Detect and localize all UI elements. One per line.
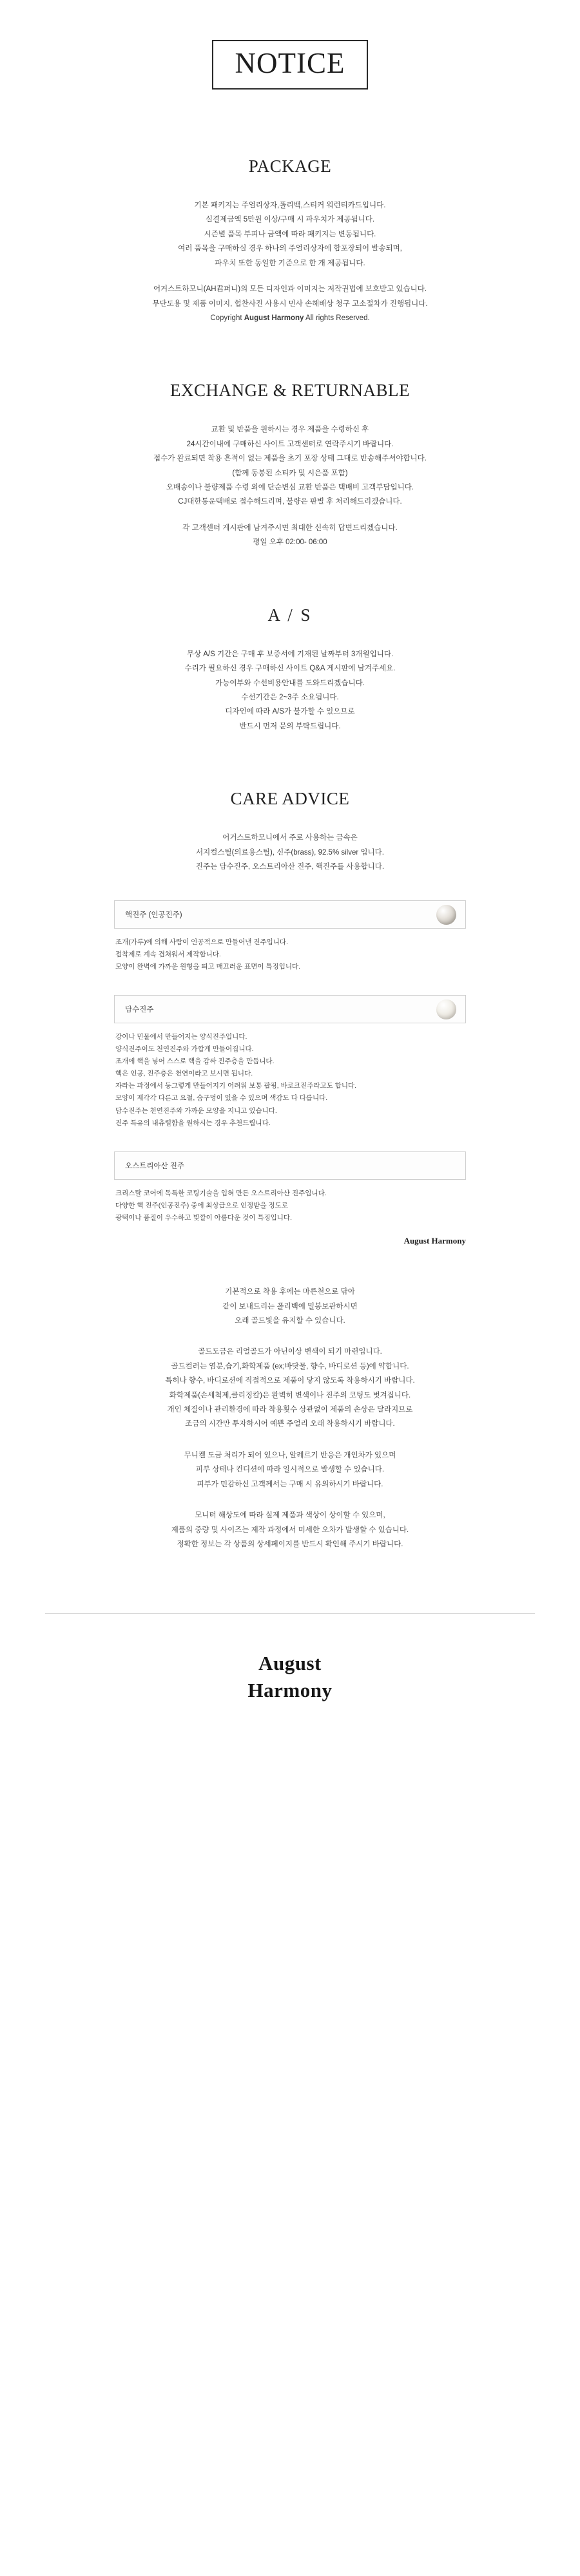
notice-header xyxy=(0,40,580,90)
package-line-2: 실결제금액 5만원 이상/구매 시 파우치가 제공됩니다. xyxy=(205,216,375,224)
care-intro xyxy=(0,831,580,874)
closing-block-4 xyxy=(0,1508,580,1551)
package-paragraph-2 xyxy=(0,282,580,325)
copyright-suffix: All rights Reserved. xyxy=(304,314,370,322)
pearl-card-label: 오스트리아산 진주 xyxy=(125,1162,185,1170)
footer-divider xyxy=(45,1613,535,1614)
pearl-austrian-line-3: 광택이나 품질이 우수하고 빛깔이 아름다운 것이 특징입니다. xyxy=(115,1213,292,1222)
pearl-core-line-1: 조개(가루)에 의해 사람이 인공적으로 만들어낸 진주입니다. xyxy=(115,938,288,946)
pearl-card-label: 담수진주 xyxy=(125,1005,154,1014)
exchange-line-3: 접수가 완료되면 착용 흔적이 없는 제품을 초기 포장 상태 그대로 반송해주셔야합니다. xyxy=(153,455,427,463)
copyright-line-2: 무단도용 및 제품 이미지, 협찬사진 사용시 민사 손해배상 청구 고소절차가 진행됩니다. xyxy=(152,299,428,308)
care-closing xyxy=(0,1285,580,1551)
pearl-freshwater-line-7: 담수진주는 천연진주와 가까운 모양을 지니고 있습니다. xyxy=(115,1106,277,1115)
package-line-4: 여러 품목을 구매하실 경우 하나의 주얼리상자에 합포장되어 발송되며, xyxy=(178,245,402,253)
closing-3-line-1: 무니켈 도금 처리가 되어 있으나, 알레르기 반응은 개인차가 있으며 xyxy=(184,1451,396,1459)
closing-3-line-3: 피부가 민감하신 고객께서는 구매 시 유의하시기 바랍니다. xyxy=(197,1480,383,1488)
pearl-austrian-line-1: 크리스탈 코어에 독특한 코팅기술을 입혀 만든 오스트리아산 진주입니다. xyxy=(115,1189,327,1197)
pearl-freshwater-line-1: 강이나 민물에서 만들어지는 양식진주입니다. xyxy=(115,1032,247,1041)
closing-2-line-1: 골드도금은 리얼골드가 아닌이상 변색이 되기 마련입니다. xyxy=(198,1348,382,1356)
exchange-line-1: 교환 및 반품을 원하시는 경우 제품을 수령하신 후 xyxy=(211,426,369,434)
care-intro-line-3: 진주는 담수진주, 오스트리아산 진주, 핵진주를 사용합니다. xyxy=(195,863,385,871)
pearl-austrian-line-2: 다양한 핵 진주(인공진주) 중에 최상급으로 인정받을 정도로 xyxy=(115,1201,288,1209)
as-line-2: 수리가 필요하신 경우 구매하신 사이트 Q&A 게시판에 남겨주세요. xyxy=(184,665,396,673)
pearl-card-core xyxy=(114,900,466,973)
exchange-paragraph-1 xyxy=(0,422,580,509)
pearl-freshwater-icon xyxy=(436,999,456,1019)
brand-logo-line-2: Harmony xyxy=(247,1678,333,1701)
closing-2-line-2: 골드컬러는 염분,습기,화학제품 (ex;바닷물, 향수, 바디로션 등)에 약합니다. xyxy=(171,1362,409,1370)
copyright-brand: August Harmony xyxy=(244,314,304,322)
pearl-card-list xyxy=(114,900,466,1247)
package-line-5: 파우치 또한 동일한 기준으로 한 개 제공됩니다. xyxy=(215,259,365,267)
as-line-3: 가능여부와 수선비용안내를 도와드리겠습니다. xyxy=(215,679,365,687)
exchange-hours-line-2: 평일 오후 02:00- 06:00 xyxy=(253,538,327,547)
closing-2-line-5: 개인 체질이나 관리환경에 따라 착용횟수 상관없이 제품의 손상은 달라지므로 xyxy=(167,1406,413,1414)
pearl-freshwater-line-8: 진주 특유의 내츄럴함을 원하시는 경우 추천드립니다. xyxy=(115,1119,271,1127)
exchange-line-4: (함께 동봉된 소티카 및 시은품 포함) xyxy=(232,469,348,477)
section-exchange xyxy=(0,381,580,549)
package-paragraph-1 xyxy=(0,198,580,270)
exchange-line-2: 24시간이내에 구매하신 사이트 고객센터로 연락주시기 바랍니다. xyxy=(186,440,394,448)
copyright-prefix: Copyright xyxy=(210,314,244,322)
brand-logo-line-1: August xyxy=(258,1652,322,1675)
pearl-card-header xyxy=(114,900,466,929)
exchange-line-6: CJ대한통운택배로 접수해드리며, 불량은 판별 후 처리해드리겠습니다. xyxy=(178,498,402,506)
as-line-4: 수선기간은 2~3주 소요됩니다. xyxy=(241,694,339,702)
package-line-1: 기본 패키지는 주얼리상자,폴리백,스티커 워런티카드입니다. xyxy=(194,202,386,209)
notice-title-box xyxy=(212,40,369,90)
as-line-1: 무상 A/S 기간은 구매 후 보증서에 기재된 날짜부터 3개월입니다. xyxy=(186,650,394,658)
closing-2-line-4: 화학제품(손세척제,클리징칼)은 완벽히 변색이나 진주의 코팅도 벗겨집니다. xyxy=(169,1391,411,1399)
pearl-card-austrian xyxy=(114,1151,466,1246)
pearl-card-freshwater xyxy=(114,995,466,1130)
pearl-card-header xyxy=(114,995,466,1023)
pearl-freshwater-line-3: 조개에 핵을 넣어 스스로 핵을 감싸 진주층을 만듭니다. xyxy=(115,1057,275,1066)
package-line-3: 시즌별 품목 부피나 금액에 따라 패키지는 변동됩니다. xyxy=(204,230,376,238)
pearl-freshwater-line-5: 자라는 과정에서 둥그렇게 만들어지기 어려워 보통 팝핑, 바로크진주라고도 합니다. xyxy=(115,1082,357,1090)
page-title: NOTICE xyxy=(235,47,345,79)
closing-3-line-2: 피부 상태나 컨디션에 따라 일시적으로 발생할 수 있습니다. xyxy=(195,1466,385,1474)
section-title-package: PACKAGE xyxy=(248,156,332,176)
exchange-paragraph-2 xyxy=(0,521,580,550)
closing-4-line-3: 정확한 정보는 각 상품의 상세페이지를 반드시 확인해 주시기 바랍니다. xyxy=(177,1540,403,1548)
closing-1-line-3: 오래 골드빛을 유지할 수 있습니다. xyxy=(235,1316,345,1325)
copyright-line-1: 어거스트하모니(AH君퍼니)의 모든 디자인과 이미지는 저작권법에 보호받고 있습니다. xyxy=(153,285,427,294)
closing-block-2 xyxy=(0,1345,580,1432)
section-as xyxy=(0,605,580,734)
as-line-6: 반드시 먼저 문의 부탁드립니다. xyxy=(239,722,341,730)
pearl-card-body xyxy=(114,1188,466,1224)
brand-logo xyxy=(0,1650,580,1742)
as-paragraph xyxy=(0,647,580,734)
care-intro-line-1: 어거스트하모니에서 주로 사용하는 금속은 xyxy=(222,834,358,842)
closing-1-line-2: 같이 보내드리는 폴리백에 밀봉보관하시면 xyxy=(222,1302,358,1311)
exchange-line-5: 오배송이나 불량제품 수령 외에 단순변심 교환 반품은 택배비 고객부담입니다. xyxy=(166,484,414,492)
pearl-freshwater-line-2: 양식진주이도 천연진주와 가깝게 만들어집니다. xyxy=(115,1045,254,1053)
closing-block-3 xyxy=(0,1448,580,1492)
closing-block-1 xyxy=(0,1285,580,1328)
section-title-care: CARE ADVICE xyxy=(230,789,350,809)
closing-1-line-1: 기본적으로 착용 후에는 마른천으로 닦아 xyxy=(225,1288,355,1296)
closing-4-line-1: 모니터 해상도에 따라 실제 제품과 색상이 상이할 수 있으며, xyxy=(195,1511,385,1520)
pearl-card-body xyxy=(114,1031,466,1130)
closing-2-line-6: 조금의 시간만 투자하시어 예쁜 주얼리 오래 착용하시기 바랍니다. xyxy=(185,1420,395,1428)
pearl-core-line-2: 접착제로 계속 겹쳐워서 제작합니다. xyxy=(115,950,221,958)
section-title-as: A / S xyxy=(267,605,313,625)
closing-2-line-3: 특히나 향수, 바디로션에 직접적으로 제품이 닿지 않도록 착용하시기 바랍니다. xyxy=(165,1377,415,1385)
exchange-hours-line-1: 각 고객센터 게시판에 남겨주시면 최대한 신속히 답변드리겠습니다. xyxy=(182,524,398,532)
pearl-card-header xyxy=(114,1151,466,1180)
section-care-advice xyxy=(0,789,580,1551)
pearl-freshwater-line-4: 핵은 인공, 진주층은 천연이라고 보시면 됩니다. xyxy=(115,1070,253,1078)
pearl-core-icon xyxy=(436,905,456,925)
care-signature: August Harmony xyxy=(403,1236,466,1246)
pearl-freshwater-line-6: 모양이 제각각 다른고 요철, 숨구멍이 있을 수 있으며 색감도 다 다릅니다. xyxy=(115,1094,328,1103)
pearl-card-label: 핵진주 (인공진주) xyxy=(125,911,182,919)
section-package xyxy=(0,156,580,325)
closing-4-line-2: 제품의 중량 및 사이즈는 제작 과정에서 미세한 오차가 발생할 수 있습니다. xyxy=(171,1526,409,1534)
as-line-5: 디자인에 따라 A/S가 불가할 수 있으므로 xyxy=(225,708,355,716)
pearl-core-line-3: 모양이 완벽에 가까운 원형을 띄고 매끄러운 표면이 특징입니다. xyxy=(115,962,301,971)
section-title-exchange: EXCHANGE & RETURNABLE xyxy=(170,381,410,401)
care-intro-line-2: 서지컬스틸(의료용스틸), 신주(brass), 92.5% silver 입니다. xyxy=(196,848,384,857)
pearl-card-body xyxy=(114,936,466,973)
